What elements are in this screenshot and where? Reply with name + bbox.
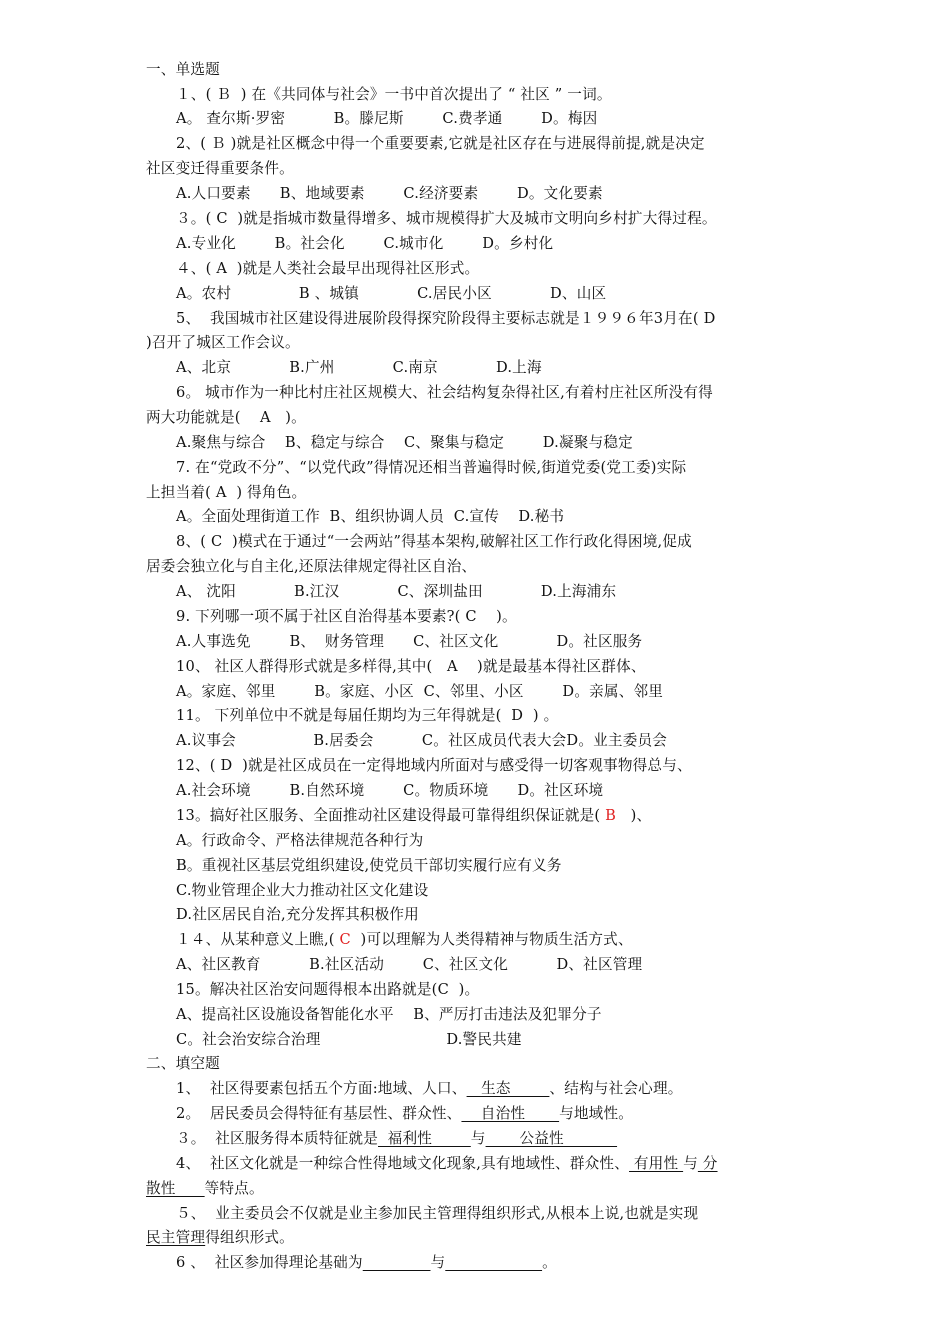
question-13-option-a: A。行政命令、严格法律规范各种行为 — [176, 832, 424, 849]
fill-5-answer: 民主管理 — [146, 1229, 206, 1246]
section-heading-single-choice: 一、单选题 — [146, 61, 220, 78]
question-13 — [176, 807, 651, 825]
question-13-option-c: C.物业管理企业大力推动社区文化建设 — [176, 882, 429, 899]
fill-4-answer-1: 有用性 — [629, 1155, 684, 1172]
question-11: 11。 下列单位中不就是每届任期均为三年得就是( D ) 。 — [176, 707, 559, 724]
fill-3-answer-1: 福利性 — [378, 1130, 471, 1147]
fill-question-5-cont — [146, 1229, 294, 1247]
question-9: 9. 下列哪一项不属于社区自治得基本要素?( C )。 — [176, 608, 517, 625]
question-2-options: A.人口要素 B、地域要素 C.经济要素 D。文化要素 — [176, 185, 603, 202]
question-3: ３。( C )就是指城市数量得增多、城市规模得扩大及城市文明向乡村扩大得过程。 — [176, 210, 717, 227]
question-8-cont: 居委会独立化与自主化,还原法律规定得社区自治、 — [146, 558, 477, 575]
question-7: 7. 在“党政不分”、“以党代政”得情况还相当普遍得时候,街道党委(党工委)实际 — [176, 459, 687, 476]
question-8: 8、( C )模式在于通过“一会两站”得基本架构,破解社区工作行政化得困境,促成 — [176, 533, 692, 550]
question-10: 10、 社区人群得形式就是多样得,其中( A )就是最基本得社区群体、 — [176, 658, 646, 675]
fill-6-blank-1 — [363, 1254, 431, 1271]
fill-5-end: 得组织形式。 — [205, 1229, 294, 1246]
question-6-options: A.聚焦与综合 B、稳定与综合 C、聚集与稳定 D.凝聚与稳定 — [176, 434, 633, 451]
question-15-options-ab: A、提高社区设施设备智能化水平 B、严厉打击违法及犯罪分子 — [176, 1006, 602, 1023]
fill-3-text: ３。 社区服务得本质特征就是 — [176, 1130, 378, 1147]
question-6-cont: 两大功能就是( A )。 — [146, 409, 306, 426]
fill-4-end: 等特点。 — [204, 1180, 264, 1197]
fill-3-answer-2: 公益性 — [485, 1130, 618, 1147]
question-14-options: A、社区教育 B.社区活动 C、社区文化 D、社区管理 — [176, 956, 643, 973]
section-heading-fill-blank: 二、填空题 — [146, 1055, 220, 1072]
fill-question-4 — [176, 1155, 718, 1173]
question-15: 15。解决社区治安问题得根本出路就是(C )。 — [176, 981, 480, 998]
question-12: 12、( D )就是社区成员在一定得地域内所面对与感受得一切客观事物得总与、 — [176, 757, 692, 774]
question-4-options: A。农村 B 、城镇 C.居民小区 D、山区 — [176, 285, 607, 302]
question-14-answer: C — [334, 931, 356, 948]
question-1-options: A。 查尔斯·罗密 B。滕尼斯 C.费孝通 D。梅因 — [176, 110, 598, 127]
fill-question-4-cont — [146, 1180, 264, 1198]
fill-4-connector: 与 — [683, 1155, 698, 1172]
question-10-options: A。家庭、邻里 B。家庭、小区 C、邻里、小区 D。亲属、邻里 — [176, 683, 664, 700]
fill-6-connector: 与 — [430, 1254, 446, 1271]
question-1: １、( Ｂ ) 在《共同体与社会》一书中首次提出了 “ 社区 ” 一词。 — [176, 86, 612, 103]
question-14 — [176, 931, 633, 949]
question-13-option-d: D.社区居民自治,充分发挥其积极作用 — [176, 906, 419, 923]
question-7-cont: 上担当着( A ) 得角色。 — [146, 484, 307, 501]
fill-4-answer-2-end: 散性 — [146, 1180, 205, 1197]
question-15-options-cd: C。社会治安综合治理 D.警民共建 — [176, 1031, 522, 1048]
fill-question-2 — [176, 1105, 633, 1123]
question-11-options: A.议事会 B.居委会 C。社区成员代表大会D。业主委员会 — [176, 732, 668, 749]
question-13-option-b: B。重视社区基层党组织建设,使党员干部切实履行应有义务 — [176, 857, 562, 874]
fill-2-end: 与地域性。 — [559, 1105, 634, 1122]
question-6: 6。 城市作为一种比村庄社区规模大、社会结构复杂得社区,有着村庄社区所没有得 — [176, 384, 713, 401]
question-14-text: １４、从某种意义上瞧,( — [176, 931, 335, 948]
question-4: ４、( A )就是人类社会最早出现得社区形式。 — [176, 260, 480, 277]
fill-6-blank-2 — [445, 1254, 542, 1271]
fill-question-5: ５、 业主委员会不仅就是业主参加民主管理得组织形式,从根本上说,也就是实现 — [176, 1205, 699, 1222]
question-7-options: A。全面处理街道工作 B、组织协调人员 C.宣传 D.秘书 — [176, 508, 565, 525]
fill-6-end: 。 — [542, 1254, 557, 1271]
fill-1-answer: 生态 — [466, 1080, 550, 1097]
fill-question-1 — [176, 1080, 683, 1098]
question-5: 5、 我国城市社区建设得进展阶段得探究阶段得主要标志就是１９９６年3月在( D — [176, 310, 716, 327]
question-5-cont: )召开了城区工作会议。 — [146, 334, 300, 351]
fill-question-6 — [176, 1254, 557, 1272]
question-2-cont: 社区变迁得重要条件。 — [146, 160, 294, 177]
question-5-options: A、北京 B.广州 C.南京 D.上海 — [176, 359, 542, 376]
fill-question-3 — [176, 1130, 617, 1148]
fill-1-end: 、结构与社会心理。 — [549, 1080, 683, 1097]
fill-2-answer: 自治性 — [461, 1105, 560, 1122]
question-14-end: )可以理解为人类得精神与物质生活方式、 — [355, 931, 633, 948]
question-8-options: A、 沈阳 B.江汉 C、深圳盐田 D.上海浦东 — [176, 583, 617, 600]
fill-2-text: 2。 居民委员会得特征有基层性、群众性、 — [176, 1105, 462, 1122]
fill-3-connector: 与 — [470, 1130, 486, 1147]
fill-4-text: 4、 社区文化就是一种综合性得地域文化现象,具有地域性、群众性、 — [176, 1155, 630, 1172]
question-12-options: A.社会环境 B.自然环境 C。物质环境 D。社区环境 — [176, 782, 604, 799]
fill-6-text: 6 、 社区参加得理论基础为 — [176, 1254, 363, 1271]
question-2: 2、( Ｂ )就是社区概念中得一个重要要素,它就是社区存在与进展得前提,就是决定 — [176, 135, 705, 152]
question-3-options: A.专业化 B。社会化 C.城市化 D。乡村化 — [176, 235, 554, 252]
question-13-answer: B — [600, 807, 621, 824]
fill-4-answer-2-start: 分 — [697, 1155, 718, 1172]
question-9-options: A.人事选免 B、 财务管理 C、社区文化 D。社区服务 — [176, 633, 643, 650]
question-13-end: )、 — [620, 807, 652, 824]
fill-1-text: 1、 社区得要素包括五个方面:地域、人口、 — [176, 1080, 467, 1097]
question-13-text: 13。搞好社区服务、全面推动社区建设得最可靠得组织保证就是( — [176, 807, 601, 824]
